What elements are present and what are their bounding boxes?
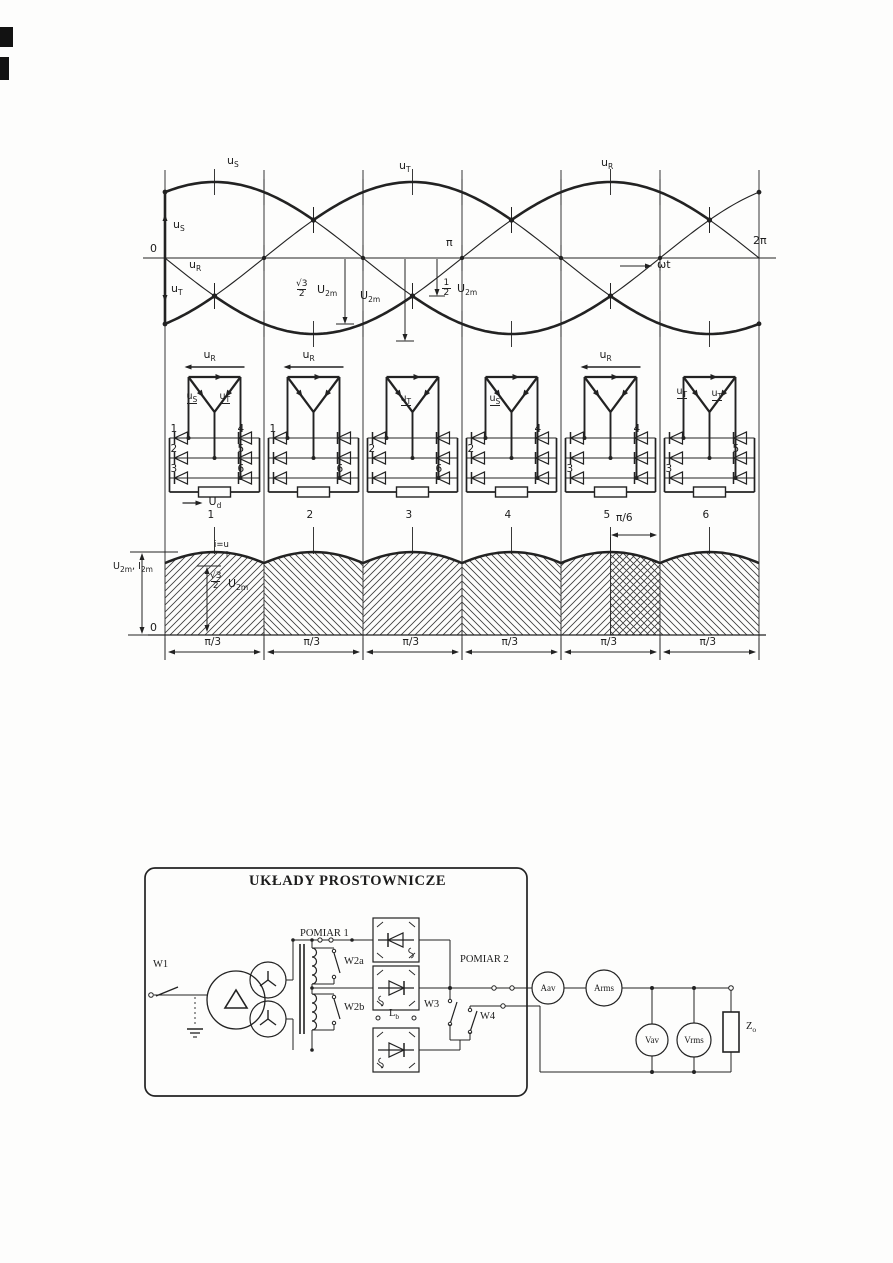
label-w1: W1	[153, 959, 169, 970]
label-u2m-dim: $U_{2m}$	[360, 289, 381, 304]
label-ur-peak: $u_R$	[601, 156, 614, 171]
label-diode-number: 2	[368, 443, 376, 455]
label-ut-peak: $u_T$	[399, 159, 411, 174]
label-half-frac: $\frac{1}{2}$	[443, 278, 450, 299]
label-diode-number: 2	[170, 443, 178, 455]
label-interval-number: 5	[603, 509, 611, 521]
label-pomiar1: POMIAR 1	[300, 928, 349, 939]
label-w2b: W2b	[344, 1002, 365, 1013]
label-diode-number: 6	[336, 463, 344, 475]
label-circuit-title: UKŁADY PROSTOWNICZE	[249, 873, 447, 889]
label-cell4-us: $u_S$	[489, 393, 501, 406]
label-meter-vrms: Vrms	[684, 1035, 704, 1045]
label-us-axis: $u_S$	[173, 218, 185, 233]
label-meter-arms: Arms	[594, 983, 614, 993]
label-sqrt3-u2m: $U_{2m}$	[317, 283, 338, 298]
label-cell5-ur: $u_R$	[599, 348, 612, 363]
label-w2a: W2a	[344, 956, 364, 967]
label-diode-number: 4	[633, 423, 641, 435]
label-interval-number: 2	[306, 509, 314, 521]
label-ur-axis: $u_R$	[189, 258, 202, 273]
label-zo: $Z_o$	[746, 1021, 757, 1034]
label-w4: W4	[480, 1011, 496, 1022]
label-cell6-ut-left: $u_T$	[676, 386, 688, 399]
label-pi: π	[446, 236, 453, 249]
label-interval-number: 6	[702, 509, 710, 521]
label-lb: $L_b$	[389, 1008, 400, 1021]
label-sqrt3-frac-bottom: $\frac{√3}{2}$	[210, 571, 222, 592]
label-half-u2m: $U_{2m}$	[457, 282, 478, 297]
label-interval-number: 3	[405, 509, 413, 521]
label-pi3-3: π/3	[402, 636, 420, 648]
label-diode-number: 6	[237, 463, 245, 475]
label-u2m-i2m: $U_{2m}$, $I_{2m}$	[113, 561, 153, 574]
label-diode-number: 3	[665, 463, 673, 475]
label-diode-number: 3	[170, 463, 178, 475]
label-cell6-ut-right: $u_T$	[711, 388, 723, 401]
label-output-zero: 0	[150, 621, 157, 634]
label-diode-number: 6	[435, 463, 443, 475]
label-interval-number: 1	[207, 509, 215, 521]
label-cell1-us: $u_S$	[186, 391, 198, 404]
label-cell2-ur: $u_R$	[302, 348, 315, 363]
label-ut-axis: $u_T$	[171, 282, 183, 297]
label-ud: $U_d$	[208, 495, 222, 510]
label-meter-aav: Aav	[540, 983, 556, 993]
label-diode-number: 1	[269, 423, 277, 435]
label-sqrt3-frac: $\frac{√3}{2}$	[296, 279, 308, 300]
label-pi3-4: π/3	[501, 636, 519, 648]
label-diode-number: 5	[237, 443, 245, 455]
label-cell3-ut: $u_T$	[400, 393, 412, 406]
label-pomiar2: POMIAR 2	[460, 954, 509, 965]
label-interval-number: 4	[504, 509, 512, 521]
label-meter-vav: Vav	[645, 1035, 659, 1045]
label-us-peak: $u_S$	[227, 154, 239, 169]
label-omega-t: ωt	[657, 258, 671, 271]
label-pi3-6: π/3	[699, 636, 717, 648]
label-cell1-ut: $u_T$	[219, 391, 231, 404]
label-diode-number: 4	[237, 423, 245, 435]
label-pi3-2: π/3	[303, 636, 321, 648]
label-pi3-5: π/3	[600, 636, 618, 648]
label-2pi: 2π	[753, 234, 767, 247]
label-diode-number: 1	[170, 423, 178, 435]
label-diode-number: 5	[732, 443, 740, 455]
label-pi6: π/6	[616, 512, 633, 524]
label-pi3-1: π/3	[204, 636, 222, 648]
rectifier-lab-circuit	[145, 868, 739, 1096]
rectified-output-waveform	[128, 527, 766, 660]
label-w3: W3	[424, 999, 440, 1010]
label-diode-number: 3	[566, 463, 574, 475]
label-sqrt3-u2m-bottom: $U_{2m}$	[228, 577, 249, 592]
label-origin: 0	[150, 242, 157, 255]
label-i-eq-u: i=u	[214, 540, 229, 550]
label-diode-number: 2	[467, 443, 475, 455]
label-diode-number: 4	[534, 423, 542, 435]
label-cell1-ur: $u_R$	[203, 348, 216, 363]
